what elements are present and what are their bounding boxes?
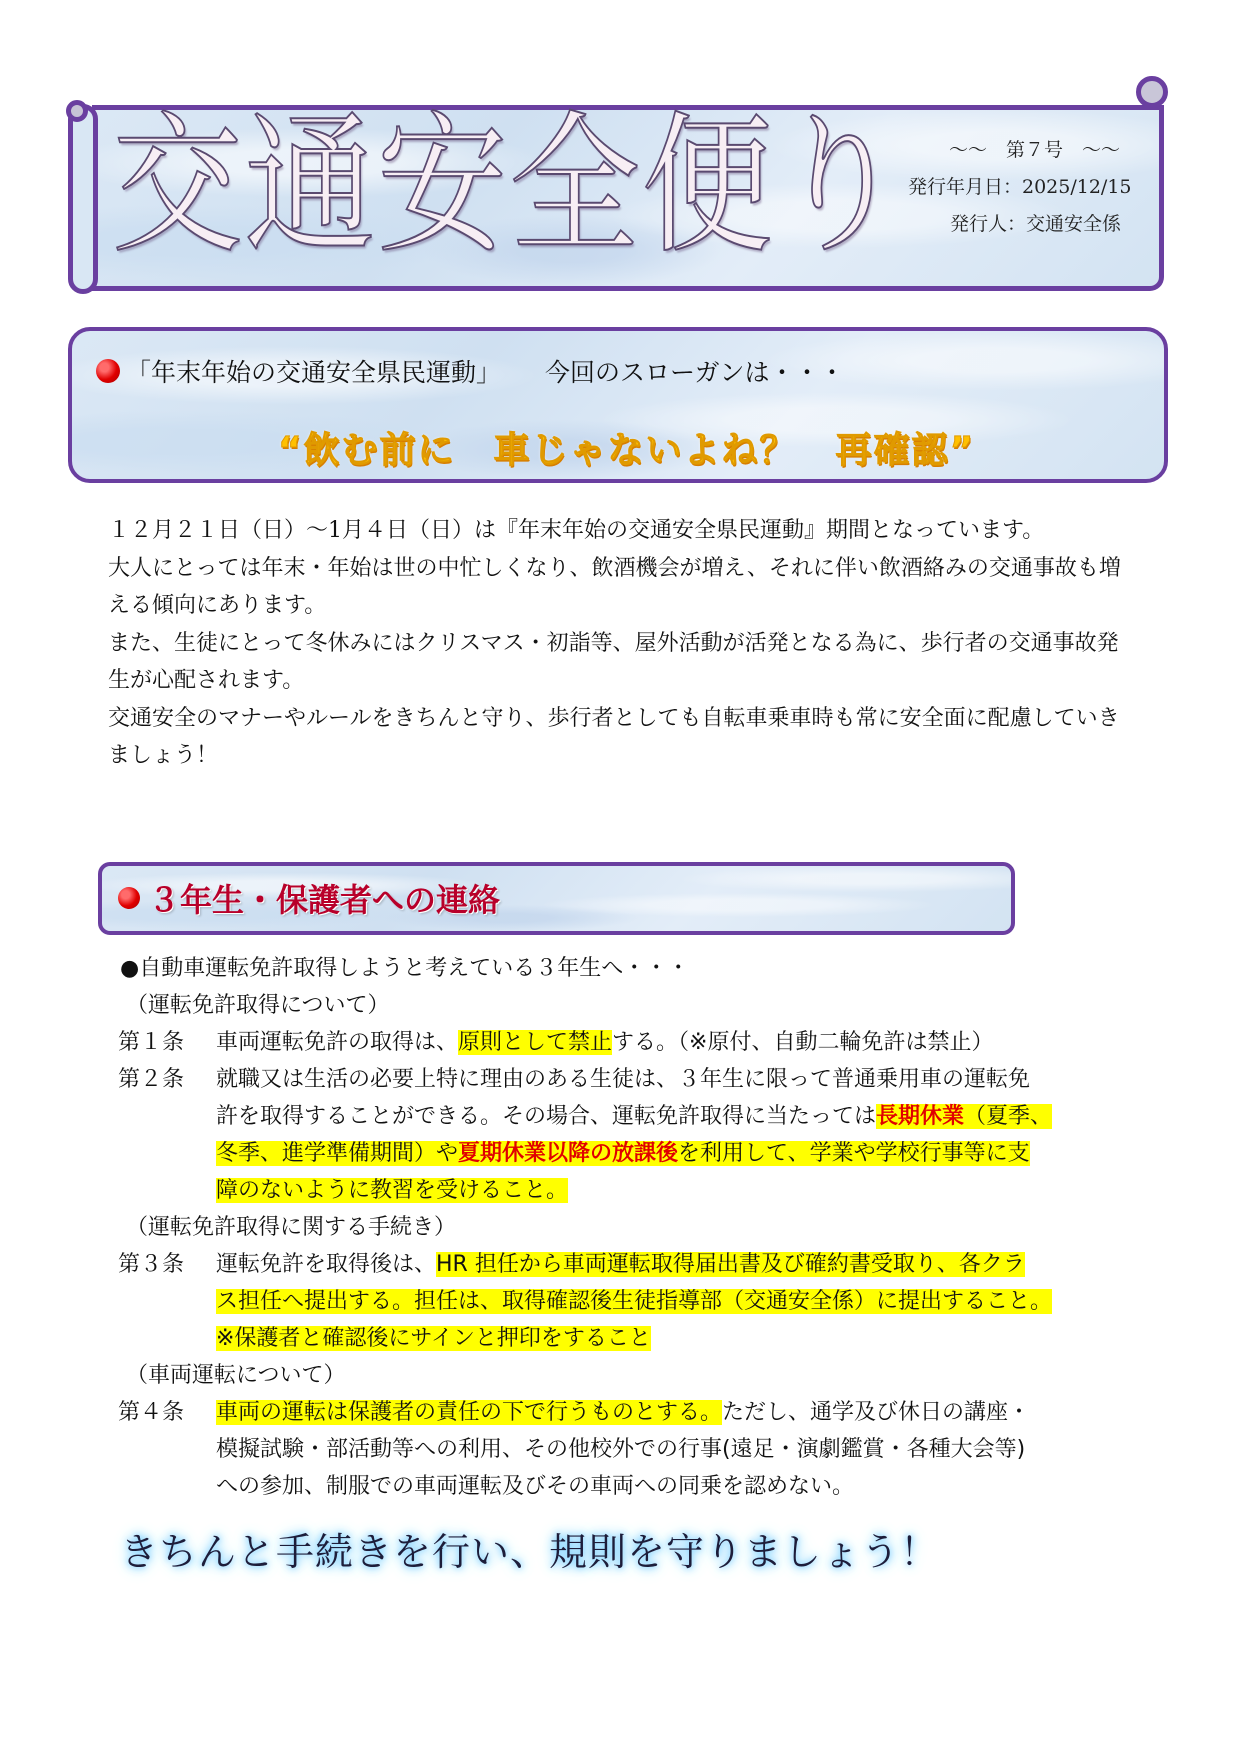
- scroll-curl-icon: [1136, 76, 1168, 108]
- article-text: 就職又は生活の必要上特に理由のある生徒は、３年生に限って普通乗用車の運転免: [216, 1067, 1031, 1092]
- highlight-text: ス担任へ提出する。担任は、取得確認後生徒指導部（交通安全係）に提出すること。: [216, 1289, 1053, 1314]
- highlight-text: ※保護者と確認後にサインと押印をすること: [216, 1326, 651, 1351]
- section-title-text: ３年生・保護者への連絡: [148, 881, 501, 919]
- intro-paragraph: １２月２１日（日）〜1月４日（日）は『年末年始の交通安全県民運動』期間となっています。: [108, 518, 1045, 543]
- article-text: 許を取得することができる。その場合、運転免許取得に当たっては: [216, 1104, 877, 1129]
- issue-number: 〜〜 第７号 〜〜: [949, 139, 1121, 161]
- slogan-text: “飲む前に 車じゃないよね？ 再確認”: [278, 430, 976, 471]
- intro-paragraph: また、生徒にとって冬休みにはクリスマス・初詣等、屋外活動が活発となる為に、歩行者の交通事故発生が心配されます。: [108, 630, 1119, 693]
- highlight-text: （夏季、: [964, 1104, 1053, 1129]
- article-2: [118, 1061, 1030, 1098]
- rules-lead: ●自動車運転免許取得しようと考えている３年生へ・・・: [120, 956, 690, 981]
- article-2-line-4: [216, 1172, 568, 1209]
- article-label: 第２条: [118, 1067, 185, 1092]
- highlight-text: を利用して、学業や学校行事等に支: [678, 1141, 1030, 1166]
- intro-paragraph: 交通安全のマナーやルールをきちんと守り、歩行者としても自転車乗車時も常に安全面に配慮していきましょう！: [108, 705, 1120, 768]
- campaign-name: 「年末年始の交通安全県民運動」: [126, 358, 502, 387]
- article-3-line-3: [216, 1320, 651, 1357]
- highlight-text: HR 担任から車両運転取得届出書及び確約書受取り、各クラ: [436, 1252, 1025, 1277]
- section-title: [118, 875, 500, 921]
- article-3-line-2: [216, 1283, 1052, 1320]
- article-label: 第１条: [118, 1030, 185, 1055]
- closing-message: きちんと手続きを行い、規則を守りましょう！: [120, 1530, 940, 1574]
- slogan-intro: 今回のスローガンは・・・: [545, 358, 845, 387]
- emphasis-text: 長期休業: [876, 1104, 965, 1129]
- subheading: （車両運転について）: [126, 1363, 346, 1388]
- article-4: [118, 1394, 1030, 1431]
- article-1: [118, 1024, 993, 1061]
- scroll-left-roll: [68, 104, 98, 294]
- publish-date: 発行年月日：2025/12/15: [908, 176, 1132, 198]
- article-text: する。（※原付、自動二輪免許は禁止）: [612, 1030, 994, 1055]
- intro-paragraph: 大人にとっては年末・年始は世の中忙しくなり、飲酒機会が増え、それに伴い飲酒絡みの交通事故も増える傾向にあります。: [108, 555, 1121, 618]
- newsletter-title: 交通安全便り: [112, 97, 907, 274]
- red-bullet-icon: [96, 359, 120, 383]
- red-bullet-icon: [118, 887, 140, 909]
- subheading: （運転免許取得に関する手続き）: [126, 1215, 457, 1240]
- highlight-text: 障のないように教習を受けること。: [216, 1178, 569, 1203]
- article-text: 運転免許を取得後は、: [216, 1252, 437, 1277]
- article-4-line-2: 模擬試験・部活動等への利用、その他校外での行事(遠足・演劇鑑賞・各種大会等): [216, 1437, 1026, 1462]
- publisher: 発行人：交通安全係: [950, 213, 1122, 235]
- subheading: （運転免許取得について）: [126, 993, 390, 1018]
- article-label: 第４条: [118, 1400, 185, 1425]
- emphasis-text: 夏期休業以降の放課後: [458, 1141, 679, 1166]
- article-text: ただし、通学及び休日の講座・: [722, 1400, 1031, 1425]
- article-text: 車両運転免許の取得は、: [216, 1030, 459, 1055]
- highlight-text: 原則として禁止: [458, 1030, 613, 1055]
- highlight-text: 冬季、進学準備期間）や: [216, 1141, 459, 1166]
- campaign-line: [96, 353, 845, 389]
- article-2-line-3: [216, 1135, 1030, 1172]
- intro-text: [108, 512, 1132, 775]
- article-4-line-3: への参加、制服での車両運転及びその車両への同乗を認めない。: [216, 1474, 855, 1499]
- article-3: [118, 1246, 1025, 1283]
- highlight-text: 車両の運転は保護者の責任の下で行うものとする。: [216, 1400, 723, 1425]
- article-2-line-2: [216, 1098, 1052, 1135]
- article-label: 第３条: [118, 1252, 185, 1277]
- scroll-curl-icon: [66, 100, 88, 122]
